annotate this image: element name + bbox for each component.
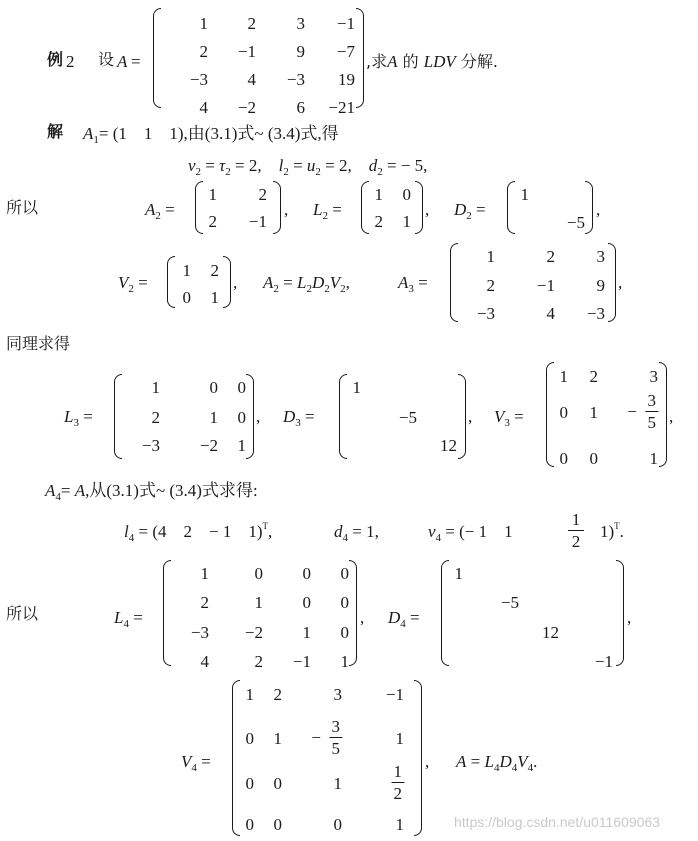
V3-name: $V_3$ = xyxy=(494,407,524,429)
matrix-cell: 2 xyxy=(151,408,160,427)
matrix-cell: 2 xyxy=(208,212,217,231)
matrix-cell: −21 xyxy=(328,98,355,117)
matrix-cell: 2 xyxy=(273,685,282,704)
watermark-url: https://blog.csdn.net/u011609063 xyxy=(454,814,661,830)
matrix-cell: 4 xyxy=(247,70,256,89)
matrix-cell: 0 xyxy=(333,815,342,834)
matrix-cell: 12 xyxy=(440,436,457,455)
matrix-cell: 1 xyxy=(209,408,218,427)
tongli-label: 同理求得 xyxy=(6,334,71,353)
suoyi-label-2: 所以 xyxy=(6,604,39,623)
matrix-cell: 1 xyxy=(333,774,342,793)
v4-value-end: 1)$^T$. xyxy=(600,521,624,541)
example-number: 2 xyxy=(66,52,75,71)
matrix-cell: −1 xyxy=(292,652,311,671)
matrix-cell: 1 xyxy=(245,685,254,704)
matrix-cell: 12 xyxy=(542,623,559,642)
matrix-cell: −3 xyxy=(190,623,209,642)
matrix-L4 xyxy=(163,560,357,671)
V4-name: $V_4$ = xyxy=(181,752,211,774)
matrix-cell: 1 xyxy=(454,564,463,583)
matrix-cell: 4 xyxy=(199,98,208,117)
matrix-cell: −3 xyxy=(476,304,495,323)
A4-line: $A_4= A$,从(3.1)式~ (3.4)式求得: xyxy=(45,481,258,503)
matrix-cell: 1 xyxy=(395,815,404,834)
matrix-cell: 2 xyxy=(546,247,555,266)
matrix-cell: 1 xyxy=(200,564,209,583)
matrix-cell: 1 xyxy=(302,623,311,642)
matrix-V4 xyxy=(232,680,422,836)
matrix-cell: 3 xyxy=(596,247,605,266)
matrix-cell: 2 xyxy=(486,276,495,295)
matrix-V2 xyxy=(167,256,231,308)
matrix-cell: 0 xyxy=(245,815,254,834)
matrix-cell: 1 2 xyxy=(393,762,402,803)
comma: , xyxy=(627,608,632,627)
v2-tau2-l2-u2-d2-line: $v_2 = \tau_2 = 2$, $l_2 = u_2 = 2$, $d_2$ = − 5, xyxy=(188,156,428,178)
matrix-cell: 2 xyxy=(199,42,208,61)
matrix-cell: 0 xyxy=(237,408,246,427)
matrix-cell: 0 xyxy=(245,774,254,793)
matrix-cell: 0 xyxy=(209,378,218,397)
matrix-cell: 0 xyxy=(589,449,598,468)
matrix-cell: 0 xyxy=(245,729,254,748)
comma: , xyxy=(618,273,623,292)
comma: , xyxy=(596,200,601,219)
A3-name: $A_3$ = xyxy=(398,273,428,295)
matrix-cell: 2 xyxy=(200,593,209,612)
example-label: 例 xyxy=(47,50,64,69)
example-intro: 设 xyxy=(98,50,115,69)
L3-name: $L_3$ = xyxy=(64,407,93,429)
matrix-cell: −1 xyxy=(237,42,256,61)
matrix-cell: − 3 5 xyxy=(311,717,340,758)
comma: , xyxy=(425,200,430,219)
matrix-A-name: A xyxy=(117,52,128,71)
matrix-cell: 1 xyxy=(352,378,361,397)
matrix-cell: 2 xyxy=(247,14,256,33)
matrix-cell: −1 xyxy=(385,685,404,704)
matrix-cell: 1 xyxy=(237,436,246,455)
matrix-cell: 19 xyxy=(338,70,355,89)
comma: , xyxy=(425,752,430,771)
matrix-cell: 0 xyxy=(273,774,282,793)
matrix-cell: 0 xyxy=(302,564,311,583)
matrix-cell: 1 xyxy=(254,593,263,612)
matrix-cell: 1 xyxy=(199,14,208,33)
matrix-cell: −1 xyxy=(336,14,355,33)
matrix-cell: 0 xyxy=(559,449,568,468)
matrix-cell: 1 xyxy=(210,288,219,307)
matrix-cell: 3 xyxy=(333,685,342,704)
matrix-cell: −5 xyxy=(566,213,585,232)
final-A-equals-LDV: $A = L_4D_4V_4$. xyxy=(456,752,538,774)
matrix-cell: 1 xyxy=(340,652,349,671)
matrix-cell: −2 xyxy=(237,98,256,117)
matrix-D4 xyxy=(441,560,624,671)
eq-sign: = xyxy=(131,52,141,71)
matrix-cell: 0 xyxy=(182,288,191,307)
matrix-cell: 1 xyxy=(589,403,598,422)
suoyi-label: 所以 xyxy=(6,198,39,217)
matrix-cell: −1 xyxy=(594,652,613,671)
D4-name: $D_4$ = xyxy=(388,608,420,630)
matrix-cell: 1 xyxy=(208,185,217,204)
matrix-cell: 2 xyxy=(258,185,267,204)
matrix-D2 xyxy=(507,181,593,234)
matrix-cell: 1 xyxy=(520,185,529,204)
matrix-cell: 1 xyxy=(402,212,411,231)
matrix-cell: 1 xyxy=(486,247,495,266)
matrix-cell: 1 xyxy=(374,185,383,204)
matrix-cell: 1 xyxy=(559,367,568,386)
matrix-cell: −5 xyxy=(500,593,519,612)
A1-line: $A_1= (1$ 1 1),由(3.1)式~ (3.4)式,得 xyxy=(83,124,339,146)
D2-name: $D_2$ = xyxy=(454,200,486,222)
matrix-cell: 1 xyxy=(151,378,160,397)
L4-name: $L_4$ = xyxy=(114,608,143,630)
A2-equals-LDV: $A_2 = L_2D_2V_2$, xyxy=(263,273,350,295)
V2-name: $V_2$ = xyxy=(118,273,148,295)
matrix-cell: 1 xyxy=(395,729,404,748)
matrix-cell: 6 xyxy=(296,98,305,117)
A2-name: $A_2$ = xyxy=(145,200,175,222)
L2-name: $L_2$ = xyxy=(313,200,342,222)
matrix-L2 xyxy=(361,181,423,234)
matrix-cell: 1 xyxy=(273,729,282,748)
matrix-cell: 0 xyxy=(340,593,349,612)
matrix-cell: −3 xyxy=(586,304,605,323)
d4-value: $d_4 = 1$, xyxy=(334,522,379,544)
matrix-cell: −3 xyxy=(286,70,305,89)
matrix-cell: −1 xyxy=(248,212,267,231)
example-tail: ,求A 的 LDV 分解. xyxy=(366,52,498,71)
comma: , xyxy=(360,608,365,627)
comma: , xyxy=(468,407,473,426)
matrix-L3 xyxy=(114,374,254,459)
matrix-D3 xyxy=(339,374,466,459)
matrix-cell: 0 xyxy=(302,593,311,612)
matrix-cell: 2 xyxy=(589,367,598,386)
matrix-cell: −1 xyxy=(536,276,555,295)
matrix-cell: − 3 5 xyxy=(627,391,656,432)
matrix-cell: 9 xyxy=(596,276,605,295)
matrix-cell: 2 xyxy=(210,261,219,280)
matrix-cell: 0 xyxy=(340,564,349,583)
matrix-cell: −3 xyxy=(141,436,160,455)
v4-value-start: $v_4$ = (− 1 1 xyxy=(428,522,513,544)
matrix-cell: 3 xyxy=(296,14,305,33)
matrix-cell: 4 xyxy=(546,304,555,323)
solution-label: 解 xyxy=(47,122,64,141)
comma: , xyxy=(669,407,674,426)
D3-name: $D_3$ = xyxy=(283,407,315,429)
v4-fraction: 1 2 xyxy=(568,511,584,550)
matrix-A2 xyxy=(195,181,281,234)
matrix-cell: 1 xyxy=(649,449,658,468)
matrix-V3 xyxy=(546,362,667,467)
matrix-A xyxy=(153,8,364,117)
matrix-cell: −2 xyxy=(199,436,218,455)
matrix-cell: 2 xyxy=(254,652,263,671)
matrix-A3 xyxy=(450,243,616,322)
matrix-cell: 4 xyxy=(200,652,209,671)
matrix-cell: −3 xyxy=(189,70,208,89)
matrix-cell: −2 xyxy=(244,623,263,642)
matrix-cell: 0 xyxy=(559,403,568,422)
matrix-cell: 0 xyxy=(340,623,349,642)
l4-value: $l_4 = (4$ 2 − 1 1)$^T$, xyxy=(124,521,273,544)
matrix-cell: 9 xyxy=(296,42,305,61)
matrix-cell: 2 xyxy=(374,212,383,231)
matrix-cell: 3 xyxy=(649,367,658,386)
matrix-cell: −5 xyxy=(398,408,417,427)
comma: , xyxy=(256,407,261,426)
matrix-cell: −7 xyxy=(336,42,355,61)
matrix-cell: 0 xyxy=(273,815,282,834)
comma: , xyxy=(284,200,289,219)
matrix-cell: 0 xyxy=(237,378,246,397)
matrix-cell: 1 xyxy=(182,261,191,280)
matrix-cell: 0 xyxy=(254,564,263,583)
matrix-cell: 0 xyxy=(402,185,411,204)
comma: , xyxy=(233,273,238,292)
